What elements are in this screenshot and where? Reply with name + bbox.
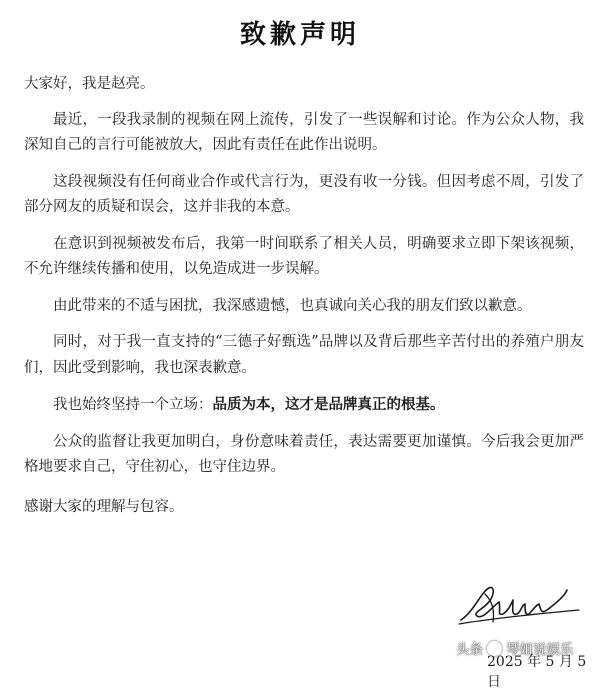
paragraph-4: 由此带来的不适与困扰，我深感遗憾，也真诚向关心我的朋友们致以歉意。 [53, 297, 532, 314]
document-title: 致歉声明 [239, 20, 360, 50]
paragraph-1: 最近，一段我录制的视频在网上流传，引发了一些误解和讨论。作为公众人物，我深知自己的言行可能被放大，因此有责任在此作出说明。 [24, 111, 584, 153]
paragraph-stance [24, 392, 584, 419]
signature-icon [455, 580, 585, 630]
paragraph-5: 同时，对于我一直支持的“三德子好甄选”品牌以及背后那些辛苦付出的养殖户朋友们，因此受到影响，我也深表歉意。 [24, 334, 584, 376]
document-body [24, 72, 584, 520]
closing-line: 感谢大家的理解与包容。 [24, 498, 184, 515]
watermark-prefix: 头条 [456, 642, 483, 658]
stance-bold: 品质为本，这才是品牌真正的根基。 [212, 396, 445, 413]
paragraph-last: 公众的监督让我更加明白，身份意味着责任，表达需要更加谨慎。今后我会更加严格地要求自己，守住初心，也守住边界。 [24, 433, 584, 475]
watermark-handle: 琴姐说娱乐 [506, 642, 574, 658]
salutation: 大家好，我是赵亮。 [24, 76, 155, 92]
paragraph-3: 在意识到视频被发布后，我第一时间联系了相关人员，明确要求立即下架该视频，不允许继续传播和使用，以免造成进一步误解。 [24, 235, 584, 277]
stance-prefix: 我也始终坚持一个立场： [53, 397, 213, 413]
paragraph-2: 这段视频没有任何商业合作或代言行为，更没有收一分钱。但因考虑不周，引发了部分网友的质疑和误会，这并非我的本意。 [24, 173, 584, 215]
statement-date: 2025 年 5 月 5 日 [487, 654, 587, 690]
